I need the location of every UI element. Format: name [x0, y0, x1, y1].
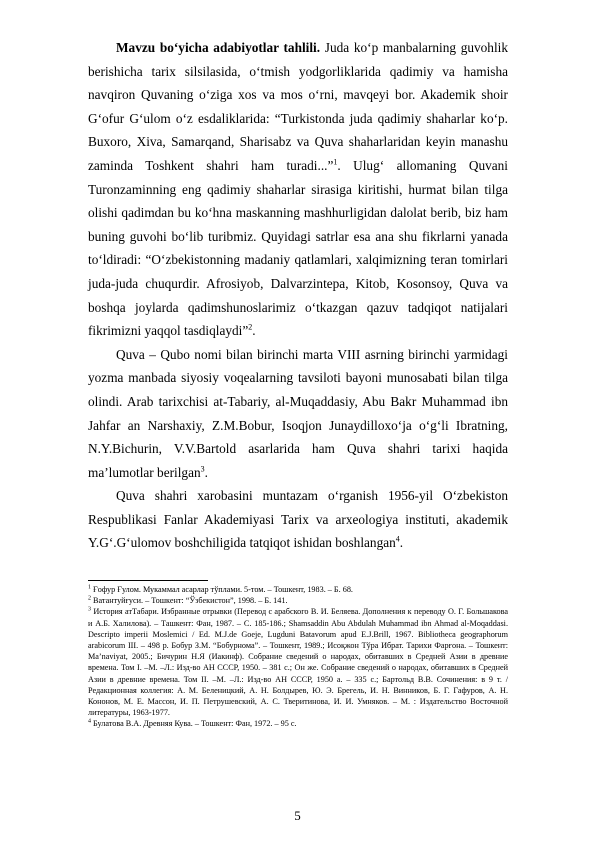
- footnote-text: Ватантуйғуси. – Тошкент: “Ўзбекистон”, 1998. – Б. 141.: [91, 596, 288, 606]
- footnote: [88, 584, 508, 595]
- footnote-text: История атТабари. Избранные отрывки (Перевод с арабского В. И. Беляева. Дополнения к переводу О. Г. Большакова и А.Б. Халилова). – Ташкент: Фан, 1987. – С. 185-186.; Shamsaddin Abu Abdulah Muhammad ibn Ahmad al-Moqaddasi. Descripto imperii Moslemici / Ed. M.J.de Goeje, Lugduni Batavorum apud E.J.Brill, 1967. Bibliotheca geographorum arabicorum III. – 498 p. Бобур З.М. “Бобурнома”. – Тошкент, 1989.; Исоқжон Тўра Ибрат. Тарихи Фарғона. – Тошкент: Ma’naviyat, 2005.; Бичурин Н.Я (Иакинф). Собрание сведений о народах, обитавших в Средней Азии в древние времена. Том I. –М. –Л.: Изд-во АН СССР, 1950. – 381 с.; Он же. Собрание сведений о народах, обитавших в Средней Азии в древние времена. Том II. –М. –Л.: Изд-во АН СССР, 1950 а. – 335 с.; Бартольд В.В. Сочинения: в 9 т. / Редакционная коллегия: А. М. Беленицкий, А. Н. Болдырев, Ю. Э. Брегель, И. Н. Винников, Б. Г. Гафуров, А. Н. Кононов, М. Е. Массон, И. П. Петрушевский, А. С. Тверитинова, И. И. Умняков. – М. : Издательство Восточной литературы, 1963-1977.: [88, 607, 508, 718]
- paragraph-text: .: [252, 323, 256, 339]
- paragraph-text: Juda ko‘p manbalarning guvohlik berishicha tarix silsilasida, o‘tmish yodgorliklarida qadimiy va hamisha navqiron Quvaning o‘ziga xos va mos o‘rni, mavqeyi bor. Akademik shoir G‘ofur G‘ulom o‘z esdaliklarida: “Turkistonda juda qadimiy shaharlar ko‘p. Buxoro, Xiva, Samarqand, Sharisabz va Quva shaharlaridan keyin manashu zaminda Toshkent shahri ham turadi...”: [88, 40, 508, 173]
- footnote-text: Булатова В.А. Древняя Кува. – Тошкент: Фан, 1972. – 95 с.: [91, 719, 297, 729]
- paragraph-text: .: [399, 535, 404, 551]
- footnote: [88, 718, 508, 729]
- footnote-ref[interactable]: 1: [333, 157, 338, 167]
- paragraph-quva-qubo: [88, 343, 508, 485]
- footnote-number: 4: [88, 718, 91, 725]
- footnote-ref[interactable]: 3: [200, 464, 205, 474]
- paragraph-text: .: [204, 464, 208, 480]
- page-number: 5: [294, 808, 301, 823]
- section-lead-heading: Mavzu bo‘yicha adabiyotlar tahlili.: [116, 40, 321, 55]
- footnote-separator: [88, 580, 208, 581]
- footnote-ref[interactable]: 4: [395, 535, 400, 545]
- paragraph-text: Quva – Qubo nomi bilan birinchi marta VIII asrning birinchi yarmidagi yozma manbada siyosiy voqealarning tavsiloti bayoni munosabati bilan tilga olindi. Arab tarixchisi at-Tabariy, al-Muqaddasiy, Abu Bakr Muhammad ibn Jahfar an Narshaxiy, Z.M.Bobur, Isoqjon Junaydilloxo‘ja o‘g‘li Ibratning, N.Y.Bichurin, V.V.Bartold asarlarida ham Quva shahri tarixi haqida ma’lumotlar berilgan: [88, 346, 508, 480]
- footnote: [88, 606, 508, 718]
- footnote-ref[interactable]: 2: [248, 322, 253, 332]
- paragraph-literature-review: [88, 36, 508, 343]
- main-text: [88, 36, 508, 555]
- footnote: [88, 595, 508, 606]
- footnote-text: Ғофур Ғулом. Мукаммал асарлар тўплами. 5-том. – Тошкент, 1983. – Б. 68.: [91, 585, 353, 594]
- paragraph-text: . Ulug‘ allomaning Quvani Turonzaminning eng qadimiy shaharlar sirasiga kiritishi, hurmat bilan tilga olishi qadimdan bu ko‘hna maskanning mashhurligidan dalolat berib, biz ham buning guvohi bo‘lib turibmiz. Quyidagi satrlar esa ana shu fikrlarni yanada to‘ldiradi: “O‘zbekistonning madaniy qatlamlari, xalqimizning teran tomirlari juda-juda chuqurdir. Afrosiyob, Dalvarzintepa, Kitob, Kosonsoy, Quva va boshqa joylarda qadimshunoslarimiz o‘tkazgan qazuv tadqiqot natijalari fikrimizni yaqqol tasdiqlaydi”: [88, 157, 508, 339]
- footnote-number: 1: [88, 584, 91, 591]
- paragraph-text: Quva shahri xarobasini muntazam o‘rganish 1956-yil O‘zbekiston Respublikasi Fanlar Akademiyasi Tarix va arxeologiya instituti, akademik Y.G‘.G‘ulomov boshchiligida tatqiqot ishidan boshlangan: [88, 488, 508, 551]
- footnote-number: 2: [88, 595, 91, 602]
- footnote-number: 3: [88, 606, 91, 613]
- footnotes: [88, 584, 508, 730]
- paragraph-excavation: [88, 484, 508, 555]
